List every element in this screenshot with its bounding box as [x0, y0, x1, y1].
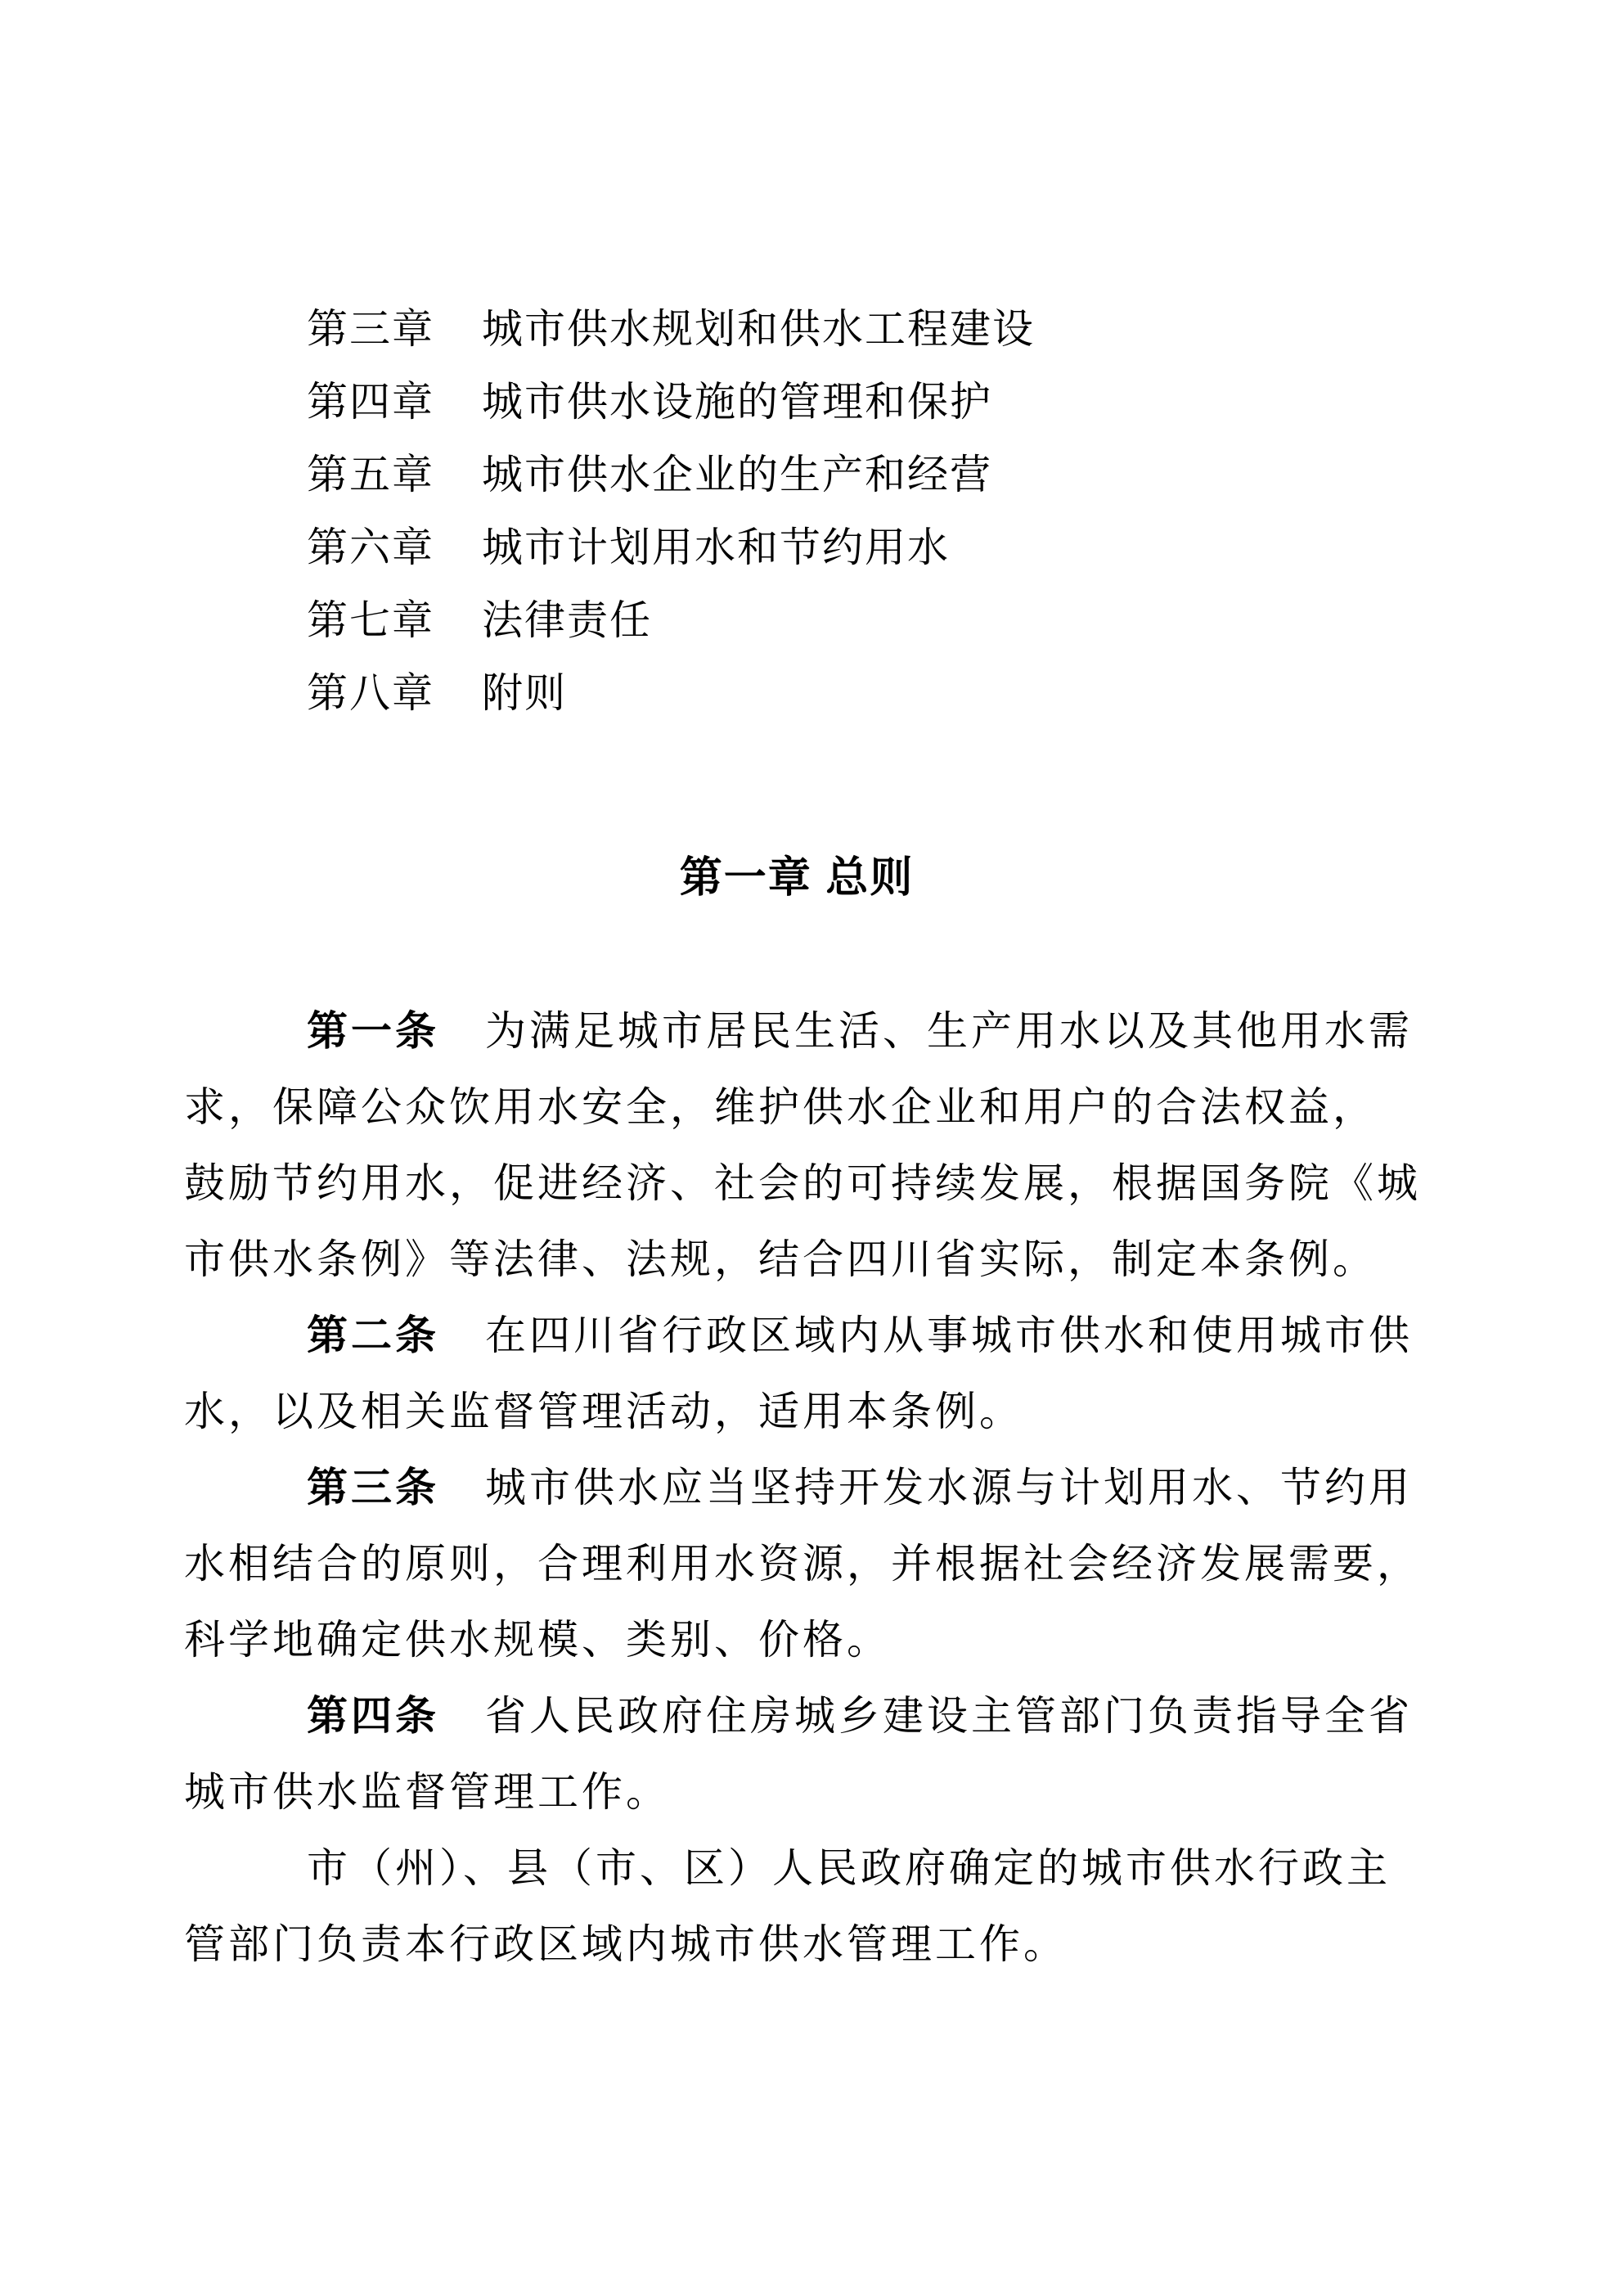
paragraph-line	[184, 1907, 1444, 1983]
paragraph-line-text: 鼓励节约用水，促进经济、社会的可持续发展，根据国务院《城	[184, 1160, 1421, 1206]
toc-chapter-number: 第三章	[307, 306, 434, 352]
article-number: 第三条	[307, 1465, 439, 1510]
toc-chapter-title: 城市供水设施的管理和保护	[482, 379, 992, 425]
article-paragraph	[184, 1678, 1444, 1830]
toc-item	[184, 293, 1427, 366]
article-paragraph	[184, 1450, 1444, 1678]
paragraph-line-text: 省人民政府住房城乡建设主管部门负责指导全省	[485, 1693, 1413, 1739]
article-paragraph	[184, 1830, 1444, 1983]
toc-item	[184, 511, 1427, 584]
toc-chapter-title: 附则	[482, 670, 567, 716]
paragraph-line-text: 在四川省行政区域内从事城市供水和使用城市供	[485, 1312, 1413, 1358]
paragraph-line	[184, 1602, 1444, 1678]
article-number: 第一条	[307, 1008, 439, 1054]
toc-item	[184, 584, 1427, 657]
paragraph-line	[184, 1069, 1444, 1146]
toc-chapter-number: 第六章	[307, 524, 434, 570]
toc-chapter-number: 第八章	[307, 670, 434, 716]
toc-chapter-number: 第五章	[307, 452, 434, 497]
article-number: 第二条	[307, 1312, 439, 1358]
paragraph-line-text: 水，以及相关监督管理活动，适用本条例。	[184, 1389, 1023, 1434]
paragraph-line	[184, 1678, 1444, 1754]
paragraph-line	[184, 1222, 1444, 1298]
toc-item	[184, 657, 1427, 730]
paragraph-line	[184, 1526, 1444, 1602]
table-of-contents	[184, 293, 1427, 730]
paragraph-line-text: 为满足城市居民生活、生产用水以及其他用水需	[485, 1008, 1413, 1054]
paragraph-line-text: 科学地确定供水规模、类别、价格。	[184, 1617, 891, 1663]
article-paragraph	[184, 993, 1444, 1298]
paragraph-line	[184, 1450, 1444, 1526]
paragraph-line-text: 求，保障公众饮用水安全，维护供水企业和用户的合法权益，	[184, 1084, 1377, 1130]
toc-chapter-title: 城市供水企业的生产和经营	[482, 452, 992, 497]
article-paragraph	[184, 1298, 1444, 1450]
paragraph-line-text: 城市供水应当坚持开发水源与计划用水、节约用	[485, 1465, 1413, 1510]
toc-item	[184, 366, 1427, 439]
paragraph-line-text: 管部门负责本行政区域内城市供水管理工作。	[184, 1921, 1068, 1967]
paragraph-line-text: 市供水条例》等法律、法规，结合四川省实际，制定本条例。	[184, 1236, 1377, 1282]
paragraph-line	[184, 1754, 1444, 1830]
paragraph-line	[184, 1146, 1444, 1222]
paragraph-line	[184, 993, 1444, 1069]
chapter-heading: 第一章 总则	[679, 854, 915, 902]
toc-item	[184, 439, 1427, 511]
paragraph-line-text: 市（州）、县（市、区）人民政府确定的城市供水行政主	[307, 1845, 1391, 1891]
paragraph-line	[184, 1298, 1444, 1374]
toc-chapter-title: 城市供水规划和供水工程建设	[482, 306, 1035, 352]
article-number: 第四条	[307, 1693, 439, 1739]
toc-chapter-title: 城市计划用水和节约用水	[482, 524, 950, 570]
article-text	[184, 993, 1444, 1983]
paragraph-line-text: 水相结合的原则，合理利用水资源，并根据社会经济发展需要，	[184, 1541, 1421, 1587]
toc-chapter-title: 法律责任	[482, 597, 652, 643]
paragraph-line-text: 城市供水监督管理工作。	[184, 1769, 670, 1815]
toc-chapter-number: 第四章	[307, 379, 434, 425]
paragraph-line	[184, 1830, 1444, 1907]
paragraph-line	[184, 1374, 1444, 1450]
toc-chapter-number: 第七章	[307, 597, 434, 643]
